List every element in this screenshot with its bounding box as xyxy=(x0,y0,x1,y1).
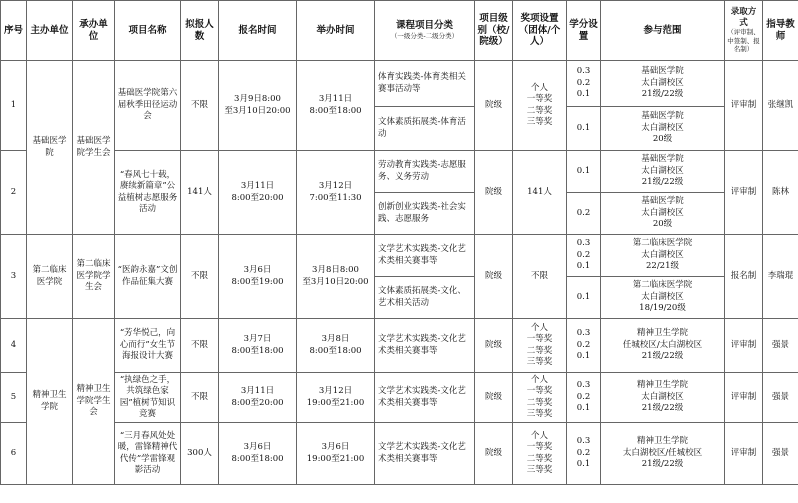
table-row xyxy=(1,373,798,423)
row-admit: 评审制 xyxy=(725,423,763,485)
row-teacher: 陈林 xyxy=(763,151,798,235)
row-credit: 0.3 0.2 0.1 xyxy=(567,61,601,107)
row-seq: 1 xyxy=(1,61,27,151)
header-organizer: 承办单位 xyxy=(73,1,115,61)
row-scope: 基础医学院 太白湖校区 21级/22级 xyxy=(601,61,725,107)
row-level: 院级 xyxy=(475,61,513,151)
row-award: 个人 一等奖 二等奖 三等奖 xyxy=(513,423,567,485)
row-category: 创新创业实践类-社会实践、志愿服务 xyxy=(375,193,475,235)
row-award: 不限 xyxy=(513,235,567,319)
header-admit xyxy=(725,1,763,61)
row-admit: 评审制 xyxy=(725,151,763,235)
header-signup-time: 报名时间 xyxy=(219,1,297,61)
row-scope: 基础医学院 太白湖校区 21级/22级 xyxy=(601,151,725,193)
row-organizer: 基础医学院学生会 xyxy=(73,61,115,235)
row-award: 141人 xyxy=(513,151,567,235)
header-teacher: 指导教师 xyxy=(763,1,798,61)
row-scope: 精神卫生学院 太白湖校区 21级/22级 xyxy=(601,373,725,423)
row-organizer: 精神卫生学院学生会 xyxy=(73,319,115,485)
row-organizer: 第二临床医学院学生会 xyxy=(73,235,115,319)
row-credit: 0.3 0.2 0.1 xyxy=(567,373,601,423)
row-name: “执绿色之手，共筑绿色家园”植树节知识竞赛 xyxy=(115,373,181,423)
row-signup-time: 3月11日 8:00至20:00 xyxy=(219,373,297,423)
row-name: “三月春风处处暖，雷锋精神代代传”学雷锋观影活动 xyxy=(115,423,181,485)
row-quota: 不限 xyxy=(181,373,219,423)
row-name: 基础医学院第六届秋季田径运动会 xyxy=(115,61,181,151)
row-held-time: 3月11日 8:00至18:00 xyxy=(297,61,375,151)
row-seq: 2 xyxy=(1,151,27,235)
row-held-time: 3月8日8:00 至3月10日20:00 xyxy=(297,235,375,319)
table-row xyxy=(1,423,798,485)
row-scope: 基础医学院 太白湖校区 20级 xyxy=(601,193,725,235)
row-category: 文体素质拓展类-体育活动 xyxy=(375,107,475,151)
row-quota: 不限 xyxy=(181,61,219,151)
row-quota: 不限 xyxy=(181,235,219,319)
row-category: 文学艺术实践类-文化艺术类相关赛事等 xyxy=(375,373,475,423)
row-credit: 0.1 xyxy=(567,277,601,319)
row-scope: 基础医学院 太白湖校区 20级 xyxy=(601,107,725,151)
row-seq: 6 xyxy=(1,423,27,485)
row-quota: 不限 xyxy=(181,319,219,373)
row-name: “医韵永嘉”文创作品征集大赛 xyxy=(115,235,181,319)
row-signup-time: 3月11日 8:00至20:00 xyxy=(219,151,297,235)
table-row xyxy=(1,319,798,373)
row-held-time: 3月12日 7:00至11:30 xyxy=(297,151,375,235)
row-category: 文学艺术实践类-文化艺术类相关赛事等 xyxy=(375,235,475,277)
row-teacher: 张继凯 xyxy=(763,61,798,151)
header-level: 项目级别（校/院级） xyxy=(475,1,513,61)
row-scope: 第二临床医学院 太白湖校区 22/21级 xyxy=(601,235,725,277)
row-award: 个人 一等奖 二等奖 三等奖 xyxy=(513,319,567,373)
row-level: 院级 xyxy=(475,319,513,373)
row-teacher: 李瑞琨 xyxy=(763,235,798,319)
row-scope: 精神卫生学院 任城校区/太白湖校区 21级/22级 xyxy=(601,319,725,373)
row-teacher: 强景 xyxy=(763,373,798,423)
row-level: 院级 xyxy=(475,423,513,485)
row-category: 文学艺术实践类-文化艺术类相关赛事等 xyxy=(375,423,475,485)
row-quota: 141人 xyxy=(181,151,219,235)
header-admit-title: 录取方式 xyxy=(730,7,757,28)
header-award: 奖项设置（团体/个人） xyxy=(513,1,567,61)
row-credit: 0.1 xyxy=(567,151,601,193)
header-category xyxy=(375,1,475,61)
header-seq: 序号 xyxy=(1,1,27,61)
row-held-time: 3月6日 19:00至21:00 xyxy=(297,423,375,485)
row-award: 个人 一等奖 二等奖 三等奖 xyxy=(513,61,567,151)
header-host: 主办单位 xyxy=(27,1,73,61)
row-credit: 0.2 xyxy=(567,193,601,235)
row-credit: 0.3 0.2 0.1 xyxy=(567,319,601,373)
header-credit: 学分设置 xyxy=(567,1,601,61)
header-category-sub: （一级分类-二级分类） xyxy=(390,32,459,41)
row-category: 劳动教育实践类-志愿服务、义务劳动 xyxy=(375,151,475,193)
row-teacher: 强景 xyxy=(763,423,798,485)
row-credit: 0.3 0.2 0.1 xyxy=(567,423,601,485)
table-row xyxy=(1,61,798,107)
row-signup-time: 3月6日 8:00至18:00 xyxy=(219,423,297,485)
row-admit: 评审制 xyxy=(725,319,763,373)
header-held-time: 举办时间 xyxy=(297,1,375,61)
row-seq: 5 xyxy=(1,373,27,423)
row-level: 院级 xyxy=(475,373,513,423)
row-scope: 第二临床医学院 太白湖校区 18/19/20级 xyxy=(601,277,725,319)
row-host: 基础医学院 xyxy=(27,61,73,235)
header-row xyxy=(1,1,798,61)
row-scope: 精神卫生学院 太白湖校区/任城校区 21级/22级 xyxy=(601,423,725,485)
row-teacher: 强景 xyxy=(763,319,798,373)
row-credit: 0.3 0.2 0.1 xyxy=(567,235,601,277)
row-category: 文学艺术实践类-文化艺术类相关赛事等 xyxy=(375,319,475,373)
header-scope: 参与范围 xyxy=(601,1,725,61)
header-quota: 拟报人数 xyxy=(181,1,219,61)
row-host: 第二临床医学院 xyxy=(27,235,73,319)
row-signup-time: 3月6日 8:00至19:00 xyxy=(219,235,297,319)
row-seq: 3 xyxy=(1,235,27,319)
row-seq: 4 xyxy=(1,319,27,373)
row-category: 文体素质拓展类-文化、艺术相关活动 xyxy=(375,277,475,319)
table-row xyxy=(1,235,798,277)
row-host: 精神卫生学院 xyxy=(27,319,73,485)
header-name: 项目名称 xyxy=(115,1,181,61)
row-name: “春风七十载，赓续新篇章”公益植树志愿服务活动 xyxy=(115,151,181,235)
header-category-title: 课程项目分类 xyxy=(395,20,453,32)
row-admit: 报名制 xyxy=(725,235,763,319)
row-award: 个人 一等奖 二等奖 三等奖 xyxy=(513,373,567,423)
row-credit: 0.1 xyxy=(567,107,601,151)
row-category: 体育实践类-体育类相关赛事活动等 xyxy=(375,61,475,107)
row-signup-time: 3月9日8:00 至3月10日20:00 xyxy=(219,61,297,151)
table-row xyxy=(1,151,798,193)
row-signup-time: 3月7日 8:00至18:00 xyxy=(219,319,297,373)
row-name: “芳华悦己，向心而行”女生节海报设计大赛 xyxy=(115,319,181,373)
row-held-time: 3月8日 8:00至18:00 xyxy=(297,319,375,373)
row-level: 院级 xyxy=(475,151,513,235)
row-admit: 评审制 xyxy=(725,61,763,151)
row-level: 院级 xyxy=(475,235,513,319)
row-held-time: 3月12日 19:00至21:00 xyxy=(297,373,375,423)
row-admit: 评审制 xyxy=(725,373,763,423)
header-admit-sub: （评审制、中签制、报名制） xyxy=(727,28,760,54)
row-quota: 300人 xyxy=(181,423,219,485)
